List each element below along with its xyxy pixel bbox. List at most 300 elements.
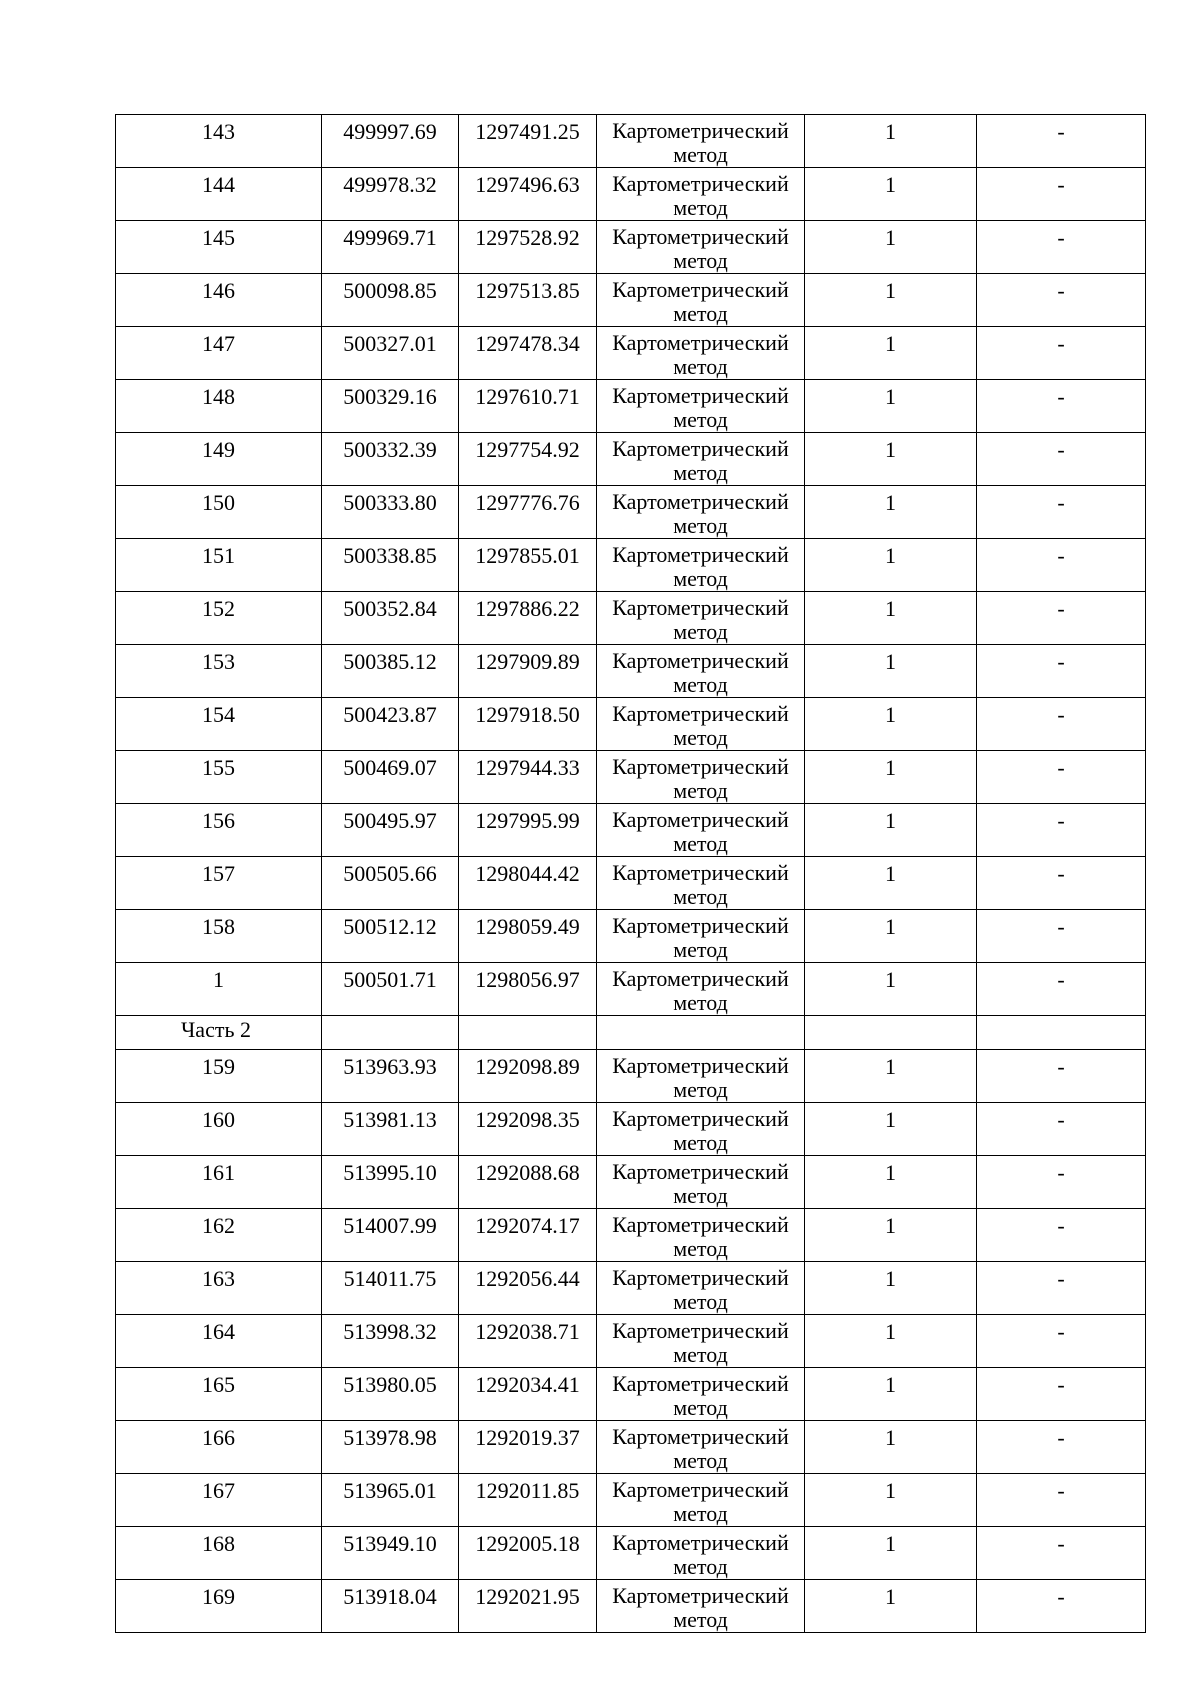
table-row (116, 1156, 1146, 1209)
y-coordinate-cell (459, 963, 597, 1016)
note-cell (977, 1262, 1146, 1315)
y-coordinate-cell-text: 1297995.99 (475, 808, 580, 833)
method-cell (597, 1103, 805, 1156)
method-cell (597, 857, 805, 910)
accuracy-cell (805, 1156, 977, 1209)
note-cell (977, 751, 1146, 804)
note-cell (977, 539, 1146, 592)
point-number-cell (116, 327, 322, 380)
point-number-cell (116, 115, 322, 168)
y-coordinate-cell (459, 592, 597, 645)
accuracy-cell-text: 1 (885, 490, 896, 515)
table-row (116, 592, 1146, 645)
method-cell (597, 1156, 805, 1209)
note-cell-text: - (1057, 967, 1065, 992)
accuracy-cell (805, 539, 977, 592)
point-number-cell (116, 857, 322, 910)
point-number-cell (116, 380, 322, 433)
y-coordinate-cell-text: 1292005.18 (475, 1531, 580, 1556)
method-cell (597, 1580, 805, 1633)
table-row (116, 1368, 1146, 1421)
empty-cell (459, 1016, 597, 1050)
accuracy-cell (805, 910, 977, 963)
y-coordinate-cell (459, 1315, 597, 1368)
method-cell-text: Картометрический метод (612, 1106, 789, 1155)
point-number-cell (116, 221, 322, 274)
point-number-cell (116, 1580, 322, 1633)
x-coordinate-cell-text: 500338.85 (343, 543, 437, 568)
method-cell (597, 804, 805, 857)
accuracy-cell-text: 1 (885, 225, 896, 250)
table-row (116, 1421, 1146, 1474)
point-number-cell (116, 910, 322, 963)
note-cell (977, 645, 1146, 698)
x-coordinate-cell (322, 539, 459, 592)
note-cell-text: - (1057, 702, 1065, 727)
table-row (116, 698, 1146, 751)
y-coordinate-cell (459, 1156, 597, 1209)
method-cell-text: Картометрический метод (612, 1530, 789, 1579)
x-coordinate-cell (322, 1156, 459, 1209)
y-coordinate-cell (459, 857, 597, 910)
y-coordinate-cell (459, 168, 597, 221)
table-row (116, 380, 1146, 433)
table-row (116, 1050, 1146, 1103)
point-number-cell (116, 433, 322, 486)
point-number-cell (116, 1315, 322, 1368)
point-number-cell (116, 751, 322, 804)
method-cell (597, 1474, 805, 1527)
x-coordinate-cell-text: 499997.69 (343, 119, 437, 144)
coordinates-table-body (116, 115, 1146, 1633)
point-number-cell-text: 157 (202, 861, 235, 886)
x-coordinate-cell-text: 513965.01 (343, 1478, 437, 1503)
accuracy-cell (805, 645, 977, 698)
y-coordinate-cell (459, 221, 597, 274)
note-cell-text: - (1057, 543, 1065, 568)
accuracy-cell (805, 1474, 977, 1527)
y-coordinate-cell (459, 486, 597, 539)
accuracy-cell (805, 963, 977, 1016)
y-coordinate-cell (459, 698, 597, 751)
y-coordinate-cell-text: 1297909.89 (475, 649, 580, 674)
method-cell-text: Картометрический метод (612, 966, 789, 1015)
x-coordinate-cell (322, 115, 459, 168)
x-coordinate-cell-text: 500423.87 (343, 702, 437, 727)
note-cell-text: - (1057, 1213, 1065, 1238)
point-number-cell (116, 1156, 322, 1209)
x-coordinate-cell-text: 499978.32 (343, 172, 437, 197)
point-number-cell-text: 149 (202, 437, 235, 462)
method-cell (597, 115, 805, 168)
point-number-cell-text: 160 (202, 1107, 235, 1132)
table-row (116, 1209, 1146, 1262)
accuracy-cell (805, 1580, 977, 1633)
accuracy-cell-text: 1 (885, 1372, 896, 1397)
point-number-cell-text: 159 (202, 1054, 235, 1079)
point-number-cell-text: 1 (213, 967, 224, 992)
method-cell-text: Картометрический метод (612, 860, 789, 909)
point-number-cell-text: 146 (202, 278, 235, 303)
empty-cell (597, 1016, 805, 1050)
method-cell-text: Картометрический метод (612, 1265, 789, 1314)
accuracy-cell-text: 1 (885, 967, 896, 992)
x-coordinate-cell-text: 513949.10 (343, 1531, 437, 1556)
note-cell-text: - (1057, 1372, 1065, 1397)
table-row (116, 910, 1146, 963)
note-cell (977, 115, 1146, 168)
x-coordinate-cell-text: 500469.07 (343, 755, 437, 780)
method-cell-text: Картометрический метод (612, 701, 789, 750)
x-coordinate-cell (322, 221, 459, 274)
accuracy-cell (805, 1421, 977, 1474)
y-coordinate-cell-text: 1292088.68 (475, 1160, 580, 1185)
table-row (116, 327, 1146, 380)
x-coordinate-cell-text: 500385.12 (343, 649, 437, 674)
method-cell-text: Картометрический метод (612, 489, 789, 538)
x-coordinate-cell-text: 513998.32 (343, 1319, 437, 1344)
y-coordinate-cell (459, 804, 597, 857)
table-row (116, 1262, 1146, 1315)
x-coordinate-cell (322, 327, 459, 380)
method-cell (597, 327, 805, 380)
empty-cell (977, 1016, 1146, 1050)
method-cell-text: Картометрический метод (612, 807, 789, 856)
accuracy-cell-text: 1 (885, 808, 896, 833)
note-cell-text: - (1057, 596, 1065, 621)
x-coordinate-cell (322, 804, 459, 857)
y-coordinate-cell (459, 1103, 597, 1156)
accuracy-cell-text: 1 (885, 437, 896, 462)
method-cell-text: Картометрический метод (612, 1053, 789, 1102)
section-header-row (116, 1016, 1146, 1050)
method-cell (597, 1527, 805, 1580)
y-coordinate-cell (459, 327, 597, 380)
method-cell-text: Картометрический метод (612, 1477, 789, 1526)
method-cell (597, 1050, 805, 1103)
note-cell-text: - (1057, 914, 1065, 939)
point-number-cell (116, 963, 322, 1016)
x-coordinate-cell (322, 1262, 459, 1315)
y-coordinate-cell (459, 1368, 597, 1421)
accuracy-cell-text: 1 (885, 1107, 896, 1132)
note-cell-text: - (1057, 808, 1065, 833)
point-number-cell (116, 645, 322, 698)
x-coordinate-cell (322, 698, 459, 751)
y-coordinate-cell-text: 1297754.92 (475, 437, 580, 462)
method-cell-text: Картометрический метод (612, 1318, 789, 1367)
x-coordinate-cell-text: 513963.93 (343, 1054, 437, 1079)
point-number-cell (116, 1474, 322, 1527)
accuracy-cell-text: 1 (885, 172, 896, 197)
x-coordinate-cell (322, 1580, 459, 1633)
method-cell-text: Картометрический метод (612, 913, 789, 962)
note-cell-text: - (1057, 649, 1065, 674)
note-cell (977, 1368, 1146, 1421)
y-coordinate-cell-text: 1297918.50 (475, 702, 580, 727)
accuracy-cell (805, 168, 977, 221)
coordinates-table (115, 114, 1146, 1633)
point-number-cell-text: 162 (202, 1213, 235, 1238)
y-coordinate-cell (459, 1050, 597, 1103)
y-coordinate-cell-text: 1292038.71 (475, 1319, 580, 1344)
note-cell-text: - (1057, 1478, 1065, 1503)
accuracy-cell (805, 1315, 977, 1368)
note-cell-text: - (1057, 861, 1065, 886)
x-coordinate-cell-text: 513918.04 (343, 1584, 437, 1609)
y-coordinate-cell (459, 274, 597, 327)
accuracy-cell (805, 1209, 977, 1262)
note-cell (977, 1209, 1146, 1262)
note-cell (977, 486, 1146, 539)
y-coordinate-cell-text: 1292021.95 (475, 1584, 580, 1609)
note-cell (977, 910, 1146, 963)
accuracy-cell-text: 1 (885, 278, 896, 303)
method-cell (597, 963, 805, 1016)
point-number-cell-text: 164 (202, 1319, 235, 1344)
x-coordinate-cell-text: 513980.05 (343, 1372, 437, 1397)
y-coordinate-cell-text: 1297513.85 (475, 278, 580, 303)
table-row (116, 221, 1146, 274)
x-coordinate-cell (322, 1103, 459, 1156)
method-cell (597, 433, 805, 486)
method-cell (597, 1262, 805, 1315)
y-coordinate-cell (459, 1527, 597, 1580)
x-coordinate-cell-text: 500495.97 (343, 808, 437, 833)
y-coordinate-cell-text: 1298056.97 (475, 967, 580, 992)
y-coordinate-cell-text: 1292011.85 (475, 1478, 580, 1503)
y-coordinate-cell-text: 1297478.34 (475, 331, 580, 356)
table-row (116, 486, 1146, 539)
note-cell (977, 592, 1146, 645)
note-cell (977, 1315, 1146, 1368)
method-cell-text: Картометрический метод (612, 1424, 789, 1473)
accuracy-cell (805, 486, 977, 539)
point-number-cell (116, 1209, 322, 1262)
accuracy-cell-text: 1 (885, 1319, 896, 1344)
y-coordinate-cell-text: 1292056.44 (475, 1266, 580, 1291)
note-cell (977, 274, 1146, 327)
table-row (116, 1527, 1146, 1580)
method-cell (597, 698, 805, 751)
method-cell (597, 1368, 805, 1421)
accuracy-cell-text: 1 (885, 1531, 896, 1556)
method-cell-text: Картометрический метод (612, 277, 789, 326)
point-number-cell (116, 592, 322, 645)
method-cell-text: Картометрический метод (612, 436, 789, 485)
accuracy-cell (805, 221, 977, 274)
point-number-cell (116, 804, 322, 857)
accuracy-cell-text: 1 (885, 1584, 896, 1609)
method-cell-text: Картометрический метод (612, 1159, 789, 1208)
note-cell (977, 221, 1146, 274)
point-number-cell-text: 166 (202, 1425, 235, 1450)
note-cell (977, 1103, 1146, 1156)
y-coordinate-cell-text: 1297496.63 (475, 172, 580, 197)
x-coordinate-cell-text: 514011.75 (343, 1266, 437, 1291)
note-cell (977, 433, 1146, 486)
accuracy-cell (805, 1368, 977, 1421)
note-cell (977, 380, 1146, 433)
note-cell-text: - (1057, 1584, 1065, 1609)
note-cell (977, 1421, 1146, 1474)
accuracy-cell (805, 433, 977, 486)
accuracy-cell (805, 115, 977, 168)
x-coordinate-cell-text: 514007.99 (343, 1213, 437, 1238)
method-cell-text: Картометрический метод (612, 118, 789, 167)
accuracy-cell (805, 592, 977, 645)
accuracy-cell (805, 1103, 977, 1156)
x-coordinate-cell-text: 500332.39 (343, 437, 437, 462)
note-cell-text: - (1057, 1319, 1065, 1344)
accuracy-cell-text: 1 (885, 1160, 896, 1185)
point-number-cell (116, 486, 322, 539)
point-number-cell (116, 1421, 322, 1474)
x-coordinate-cell-text: 500501.71 (343, 967, 437, 992)
table-row (116, 1103, 1146, 1156)
y-coordinate-cell-text: 1297610.71 (475, 384, 580, 409)
table-row (116, 1474, 1146, 1527)
note-cell-text: - (1057, 490, 1065, 515)
table-row (116, 539, 1146, 592)
accuracy-cell-text: 1 (885, 649, 896, 674)
table-row (116, 168, 1146, 221)
accuracy-cell (805, 327, 977, 380)
method-cell-text: Картометрический метод (612, 595, 789, 644)
x-coordinate-cell-text: 500333.80 (343, 490, 437, 515)
method-cell (597, 645, 805, 698)
method-cell (597, 751, 805, 804)
table-row (116, 751, 1146, 804)
point-number-cell-text: 155 (202, 755, 235, 780)
point-number-cell-text: 168 (202, 1531, 235, 1556)
table-row (116, 645, 1146, 698)
accuracy-cell (805, 1050, 977, 1103)
accuracy-cell-text: 1 (885, 914, 896, 939)
note-cell (977, 1050, 1146, 1103)
x-coordinate-cell-text: 500327.01 (343, 331, 437, 356)
note-cell (977, 1580, 1146, 1633)
note-cell (977, 327, 1146, 380)
note-cell (977, 857, 1146, 910)
method-cell-text: Картометрический метод (612, 1583, 789, 1632)
point-number-cell-text: 150 (202, 490, 235, 515)
accuracy-cell (805, 380, 977, 433)
point-number-cell-text: 147 (202, 331, 235, 356)
y-coordinate-cell-text: 1297776.76 (475, 490, 580, 515)
note-cell (977, 168, 1146, 221)
y-coordinate-cell (459, 910, 597, 963)
accuracy-cell (805, 1527, 977, 1580)
method-cell (597, 1315, 805, 1368)
note-cell (977, 1527, 1146, 1580)
note-cell-text: - (1057, 1107, 1065, 1132)
method-cell (597, 539, 805, 592)
method-cell (597, 486, 805, 539)
accuracy-cell (805, 698, 977, 751)
point-number-cell-text: 158 (202, 914, 235, 939)
y-coordinate-cell-text: 1292098.89 (475, 1054, 580, 1079)
y-coordinate-cell-text: 1297855.01 (475, 543, 580, 568)
point-number-cell-text: 148 (202, 384, 235, 409)
point-number-cell (116, 1050, 322, 1103)
y-coordinate-cell (459, 115, 597, 168)
point-number-cell (116, 1527, 322, 1580)
x-coordinate-cell (322, 1474, 459, 1527)
note-cell-text: - (1057, 755, 1065, 780)
y-coordinate-cell (459, 1262, 597, 1315)
accuracy-cell-text: 1 (885, 1478, 896, 1503)
x-coordinate-cell-text: 499969.71 (343, 225, 437, 250)
x-coordinate-cell (322, 1050, 459, 1103)
point-number-cell-text: 169 (202, 1584, 235, 1609)
y-coordinate-cell (459, 1209, 597, 1262)
point-number-cell-text: 144 (202, 172, 235, 197)
x-coordinate-cell-text: 513995.10 (343, 1160, 437, 1185)
y-coordinate-cell (459, 751, 597, 804)
method-cell (597, 592, 805, 645)
accuracy-cell-text: 1 (885, 331, 896, 356)
note-cell-text: - (1057, 1266, 1065, 1291)
note-cell-text: - (1057, 1054, 1065, 1079)
x-coordinate-cell (322, 1315, 459, 1368)
y-coordinate-cell-text: 1298044.42 (475, 861, 580, 886)
x-coordinate-cell (322, 1209, 459, 1262)
x-coordinate-cell-text: 500329.16 (343, 384, 437, 409)
x-coordinate-cell (322, 645, 459, 698)
x-coordinate-cell (322, 1527, 459, 1580)
method-cell (597, 168, 805, 221)
x-coordinate-cell (322, 857, 459, 910)
point-number-cell (116, 1368, 322, 1421)
note-cell-text: - (1057, 437, 1065, 462)
note-cell-text: - (1057, 384, 1065, 409)
method-cell-text: Картометрический метод (612, 1212, 789, 1261)
y-coordinate-cell-text: 1292034.41 (475, 1372, 580, 1397)
method-cell-text: Картометрический метод (612, 383, 789, 432)
y-coordinate-cell-text: 1292019.37 (475, 1425, 580, 1450)
x-coordinate-cell (322, 592, 459, 645)
y-coordinate-cell-text: 1297886.22 (475, 596, 580, 621)
y-coordinate-cell-text: 1297528.92 (475, 225, 580, 250)
point-number-cell-text: 167 (202, 1478, 235, 1503)
accuracy-cell-text: 1 (885, 861, 896, 886)
point-number-cell-text: 145 (202, 225, 235, 250)
point-number-cell (116, 1103, 322, 1156)
x-coordinate-cell-text: 500352.84 (343, 596, 437, 621)
y-coordinate-cell (459, 380, 597, 433)
x-coordinate-cell (322, 751, 459, 804)
point-number-cell-text: 165 (202, 1372, 235, 1397)
note-cell (977, 804, 1146, 857)
accuracy-cell-text: 1 (885, 755, 896, 780)
note-cell-text: - (1057, 278, 1065, 303)
note-cell-text: - (1057, 1160, 1065, 1185)
method-cell-text: Картометрический метод (612, 330, 789, 379)
point-number-cell-text: 161 (202, 1160, 235, 1185)
point-number-cell (116, 274, 322, 327)
method-cell (597, 1421, 805, 1474)
table-row (116, 433, 1146, 486)
y-coordinate-cell (459, 539, 597, 592)
note-cell-text: - (1057, 225, 1065, 250)
x-coordinate-cell-text: 500505.66 (343, 861, 437, 886)
table-row (116, 857, 1146, 910)
method-cell-text: Картометрический метод (612, 648, 789, 697)
x-coordinate-cell (322, 910, 459, 963)
method-cell-text: Картометрический метод (612, 224, 789, 273)
point-number-cell-text: 154 (202, 702, 235, 727)
